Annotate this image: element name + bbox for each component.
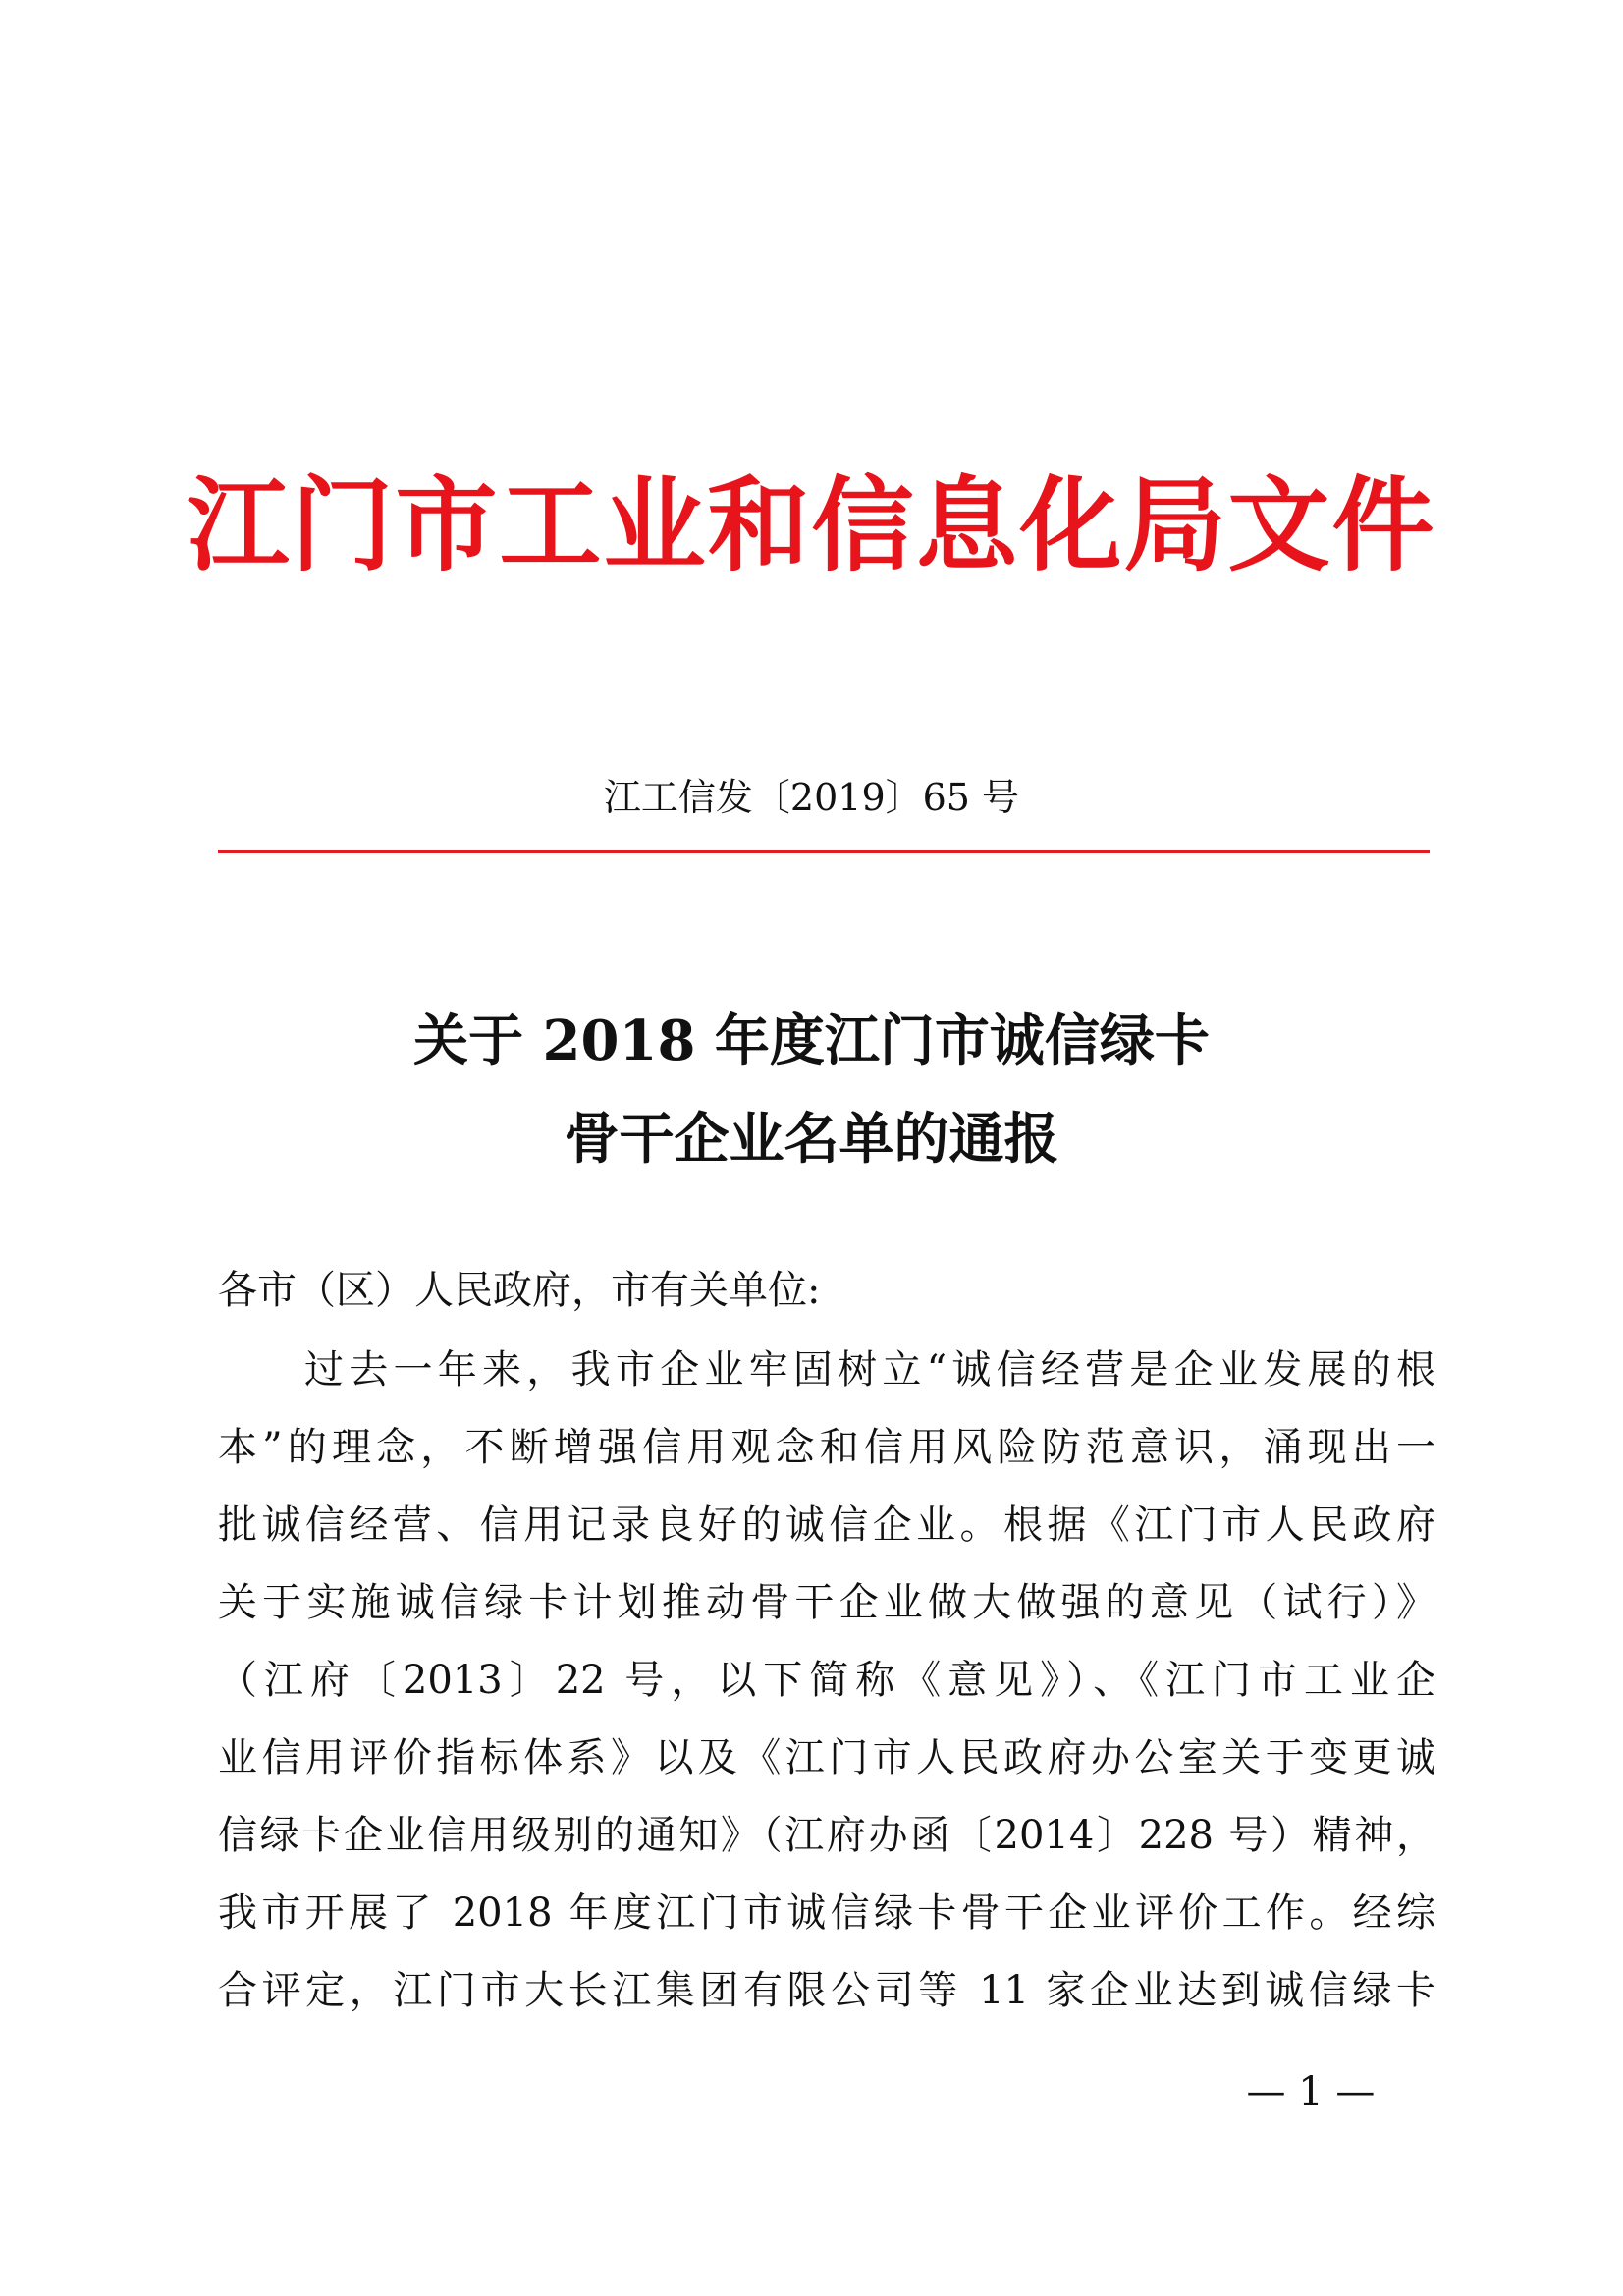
body-line: （江府〔2013〕22 号，以下简称《意见》）、《江门市工业企 (218, 1658, 1435, 1703)
title-line-1: 关于 2018 年度江门市诚信绿卡 (413, 1009, 1210, 1073)
body-line: 关于实施诚信绿卡计划推动骨干企业做大做强的意见（试行）》 (218, 1580, 1435, 1625)
body-line: 我市开展了 2018 年度江门市诚信绿卡骨干企业评价工作。经综 (218, 1890, 1435, 1936)
body-line: 业信用评价指标体系》以及《江门市人民政府办公室关于变更诚 (218, 1735, 1435, 1780)
issuer-heading: 江门市工业和信息化局文件 (187, 465, 1436, 585)
salutation: 各市（区）人民政府，市有关单位: (218, 1268, 821, 1313)
body-line: 本”的理念，不断增强信用观念和信用风险防范意识，涌现出一 (218, 1425, 1435, 1470)
red-divider-line (218, 850, 1430, 853)
document-title (0, 992, 1623, 1188)
body-line: 过去一年来，我市企业牢固树立“诚信经营是企业发展的根 (304, 1347, 1435, 1393)
body-line: 批诚信经营、信用记录良好的诚信企业。根据《江门市人民政府 (218, 1503, 1435, 1548)
page-number: — 1 — (1246, 2069, 1376, 2114)
body-paragraph (218, 1332, 1435, 2030)
body-line: 合评定，江门市大长江集团有限公司等 11 家企业达到诚信绿卡 (218, 1968, 1435, 2013)
document-number: 江工信发〔2019〕65 号 (603, 776, 1020, 819)
body-line: 信绿卡企业信用级别的通知》（江府办函〔2014〕228 号）精神， (218, 1813, 1435, 1858)
title-line-2: 骨干企业名单的通报 (564, 1107, 1059, 1172)
